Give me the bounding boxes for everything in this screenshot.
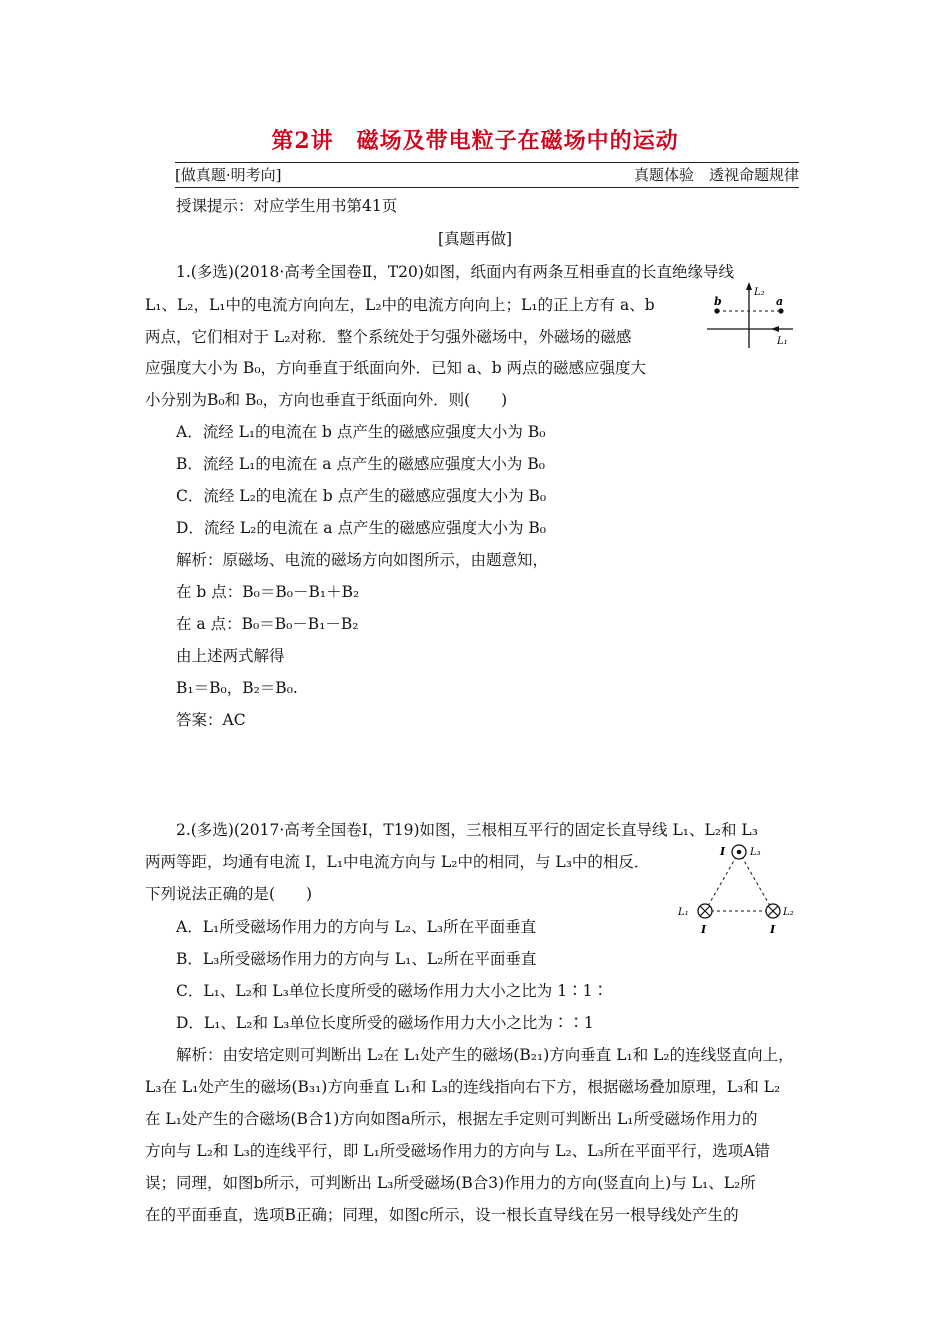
q2-solution-line: 解析：由安培定则可判断出 L₂在 L₁处产生的磁场(B₂₁)方向垂直 L₁和 L₂的连线竖直向上， <box>176 1046 794 1064</box>
q1-stem-line: L₁、L₂，L₁中的电流方向向左，L₂中的电流方向向上；L₁的正上方有 a、b <box>145 296 655 314</box>
q2-solution-line: 方向与 L₂和 L₃的连线平行，即 L₁所受磁场作用力的方向与 L₂、L₃所在平面平行，选项A错 <box>145 1142 770 1160</box>
q1-answer: 答案：AC <box>176 711 246 729</box>
q1-stem-line: 应强度大小为 B₀，方向垂直于纸面向外．已知 a、b 两点的磁感应强度大 <box>145 359 647 377</box>
q2-option-b: B．L₃所受磁场作用力的方向与 L₁、L₂所在平面垂直 <box>176 950 537 968</box>
q2-triangle-figure <box>670 838 810 938</box>
q1-wire-figure <box>705 280 805 350</box>
label-l3: L₃ <box>750 847 761 858</box>
l3-dot-out-icon <box>732 845 746 859</box>
q1-solution-line: 由上述两式解得 <box>176 647 285 665</box>
current-label-l1: I <box>701 923 707 936</box>
l1-cross-in-icon <box>698 904 712 918</box>
q1-stem-line: 1.(多选)(2018·高考全国卷Ⅱ，T20)如图，纸面内有两条互相垂直的长直绝缘导线 <box>176 263 734 281</box>
q2-stem-line: 两两等距，均通有电流 I，L₁中电流方向与 L₂中的相同，与 L₃中的相反． <box>145 853 650 871</box>
section-header-bar <box>175 162 799 188</box>
header-right-label: 真题体验 透视命题规律 <box>633 166 799 184</box>
q1-option-b: B．流经 L₁的电流在 a 点产生的磁感应强度大小为 B₀ <box>176 455 545 473</box>
q2-solution-line: L₃在 L₁处产生的磁场(B₃₁)方向垂直 L₁和 L₃的连线指向右下方，根据磁场叠加原理，L₃和 L₂ <box>145 1078 781 1096</box>
l2-cross-in-icon <box>766 904 780 918</box>
q1-stem-line: 小分别为B₀和 B₀，方向也垂直于纸面向外．则( ) <box>145 391 508 409</box>
label-l1: L₁ <box>678 907 689 918</box>
q2-solution-line: 在的平面垂直，选项B正确；同理，如图c所示，设一根长直导线在另一根导线处产生的 <box>145 1206 739 1224</box>
label-l1: L₁ <box>777 336 788 347</box>
section-label: [真题再做] <box>437 230 513 248</box>
page-title: 第2讲 磁场及带电粒子在磁场中的运动 <box>271 128 679 154</box>
q2-option-d: D．L₁、L₂和 L₃单位长度所受的磁场作用力大小之比为∶∶1 <box>176 1014 594 1032</box>
l1-arrow-icon <box>771 326 779 332</box>
current-label-l2: I <box>770 923 776 936</box>
q1-solution-line: 在 b 点：B₀＝B₀－B₁＋B₂ <box>176 583 360 601</box>
label-a: a <box>776 295 784 308</box>
current-label-l3: I <box>720 845 726 858</box>
q2-option-c: C．L₁、L₂和 L₃单位长度所受的磁场作用力大小之比为 1∶1∶ <box>176 982 608 1000</box>
edge-l2-l3 <box>739 852 773 911</box>
q2-stem-line: 2.(多选)(2017·高考全国卷Ⅰ，T19)如图，三根相互平行的固定长直导线 L₁、L₂和 L₃ <box>176 821 758 839</box>
q1-solution-line: B₁＝B₀，B₂＝B₀. <box>176 679 298 697</box>
edge-l1-l3 <box>705 852 739 911</box>
q1-solution-line: 解析：原磁场、电流的磁场方向如图所示，由题意知， <box>176 551 549 569</box>
q1-option-d: D．流经 L₂的电流在 a 点产生的磁感应强度大小为 B₀ <box>176 519 546 537</box>
q2-stem-line: 下列说法正确的是( ) <box>145 885 313 903</box>
q1-option-c: C．流经 L₂的电流在 b 点产生的磁感应强度大小为 B₀ <box>176 487 547 505</box>
q1-stem-line: 两点，它们相对于 L₂对称．整个系统处于匀强外磁场中，外磁场的磁感 <box>145 328 632 346</box>
header-left-label: [做真题·明考向] <box>175 166 282 184</box>
q1-option-a: A．流经 L₁的电流在 b 点产生的磁感应强度大小为 B₀ <box>176 423 546 441</box>
q1-solution-line: 在 a 点：B₀＝B₀－B₁－B₂ <box>176 615 359 633</box>
label-b: b <box>714 295 722 308</box>
label-l2: L₂ <box>754 287 765 298</box>
q2-solution-line: 误；同理，如图b所示，可判断出 L₃所受磁场(B合3)作用力的方向(竖直向上)与 L₁、L₂所 <box>145 1174 756 1192</box>
q2-solution-line: 在 L₁处产生的合磁场(B合1)方向如图a所示，根据左手定则可判断出 L₁所受磁场作用力的 <box>145 1110 758 1128</box>
point-a <box>778 308 783 313</box>
teaching-hint: 授课提示：对应学生用书第41页 <box>176 197 398 215</box>
l2-arrow-icon <box>746 282 752 290</box>
q2-option-a: A．L₁所受磁场作用力的方向与 L₂、L₃所在平面垂直 <box>176 918 537 936</box>
point-b <box>714 308 719 313</box>
label-l2: L₂ <box>783 907 794 918</box>
